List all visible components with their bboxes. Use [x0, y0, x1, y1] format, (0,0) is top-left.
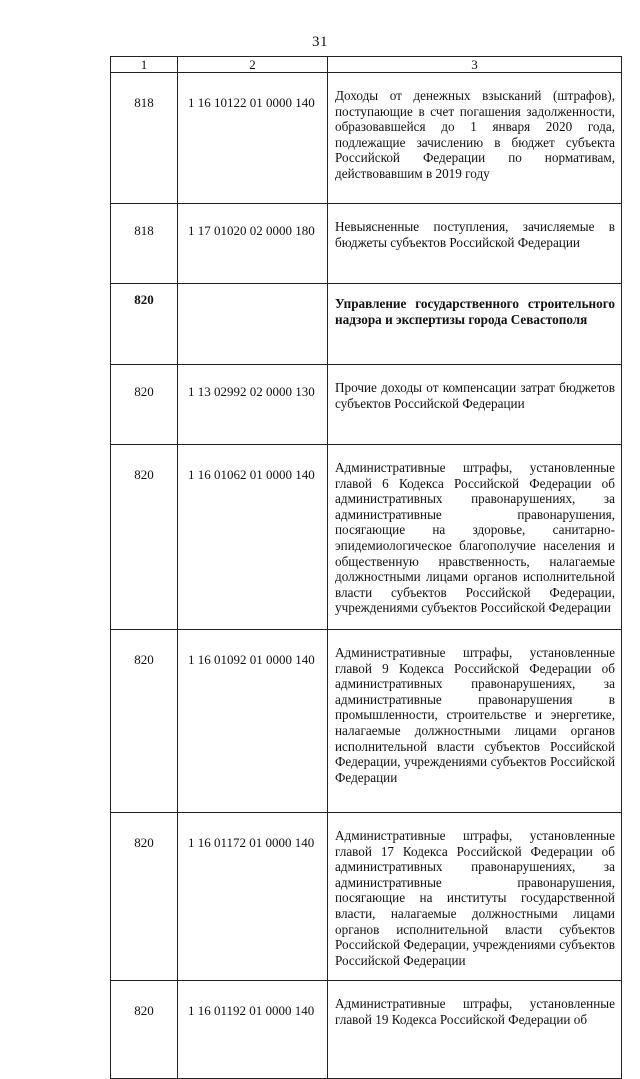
revenue-classification-code: 1 16 10122 01 0000 140	[178, 73, 328, 204]
administrator-code: 820	[111, 365, 178, 445]
revenue-classification-code: 1 16 01062 01 0000 140	[178, 445, 328, 630]
table-row	[111, 204, 622, 284]
administrator-code: 820	[111, 813, 178, 981]
table-row	[111, 73, 622, 204]
column-header-1: 1	[111, 57, 178, 73]
revenue-classification-code: 1 13 02992 02 0000 130	[178, 365, 328, 445]
table-row-section-heading	[111, 284, 622, 365]
column-header-2: 2	[178, 57, 328, 73]
administrator-code: 820	[111, 445, 178, 630]
column-header-3: 3	[328, 57, 622, 73]
table-row	[111, 813, 622, 981]
revenue-description: Невыясненные поступления, зачисляемые в бюджеты субъектов Российской Федерации	[328, 204, 622, 284]
administrator-code: 820	[111, 284, 178, 365]
revenue-description: Административные штрафы, установленные главой 19 Кодекса Российской Федерации об	[328, 981, 622, 1079]
administrator-code: 820	[111, 630, 178, 813]
administrator-code: 818	[111, 73, 178, 204]
table-row	[111, 981, 622, 1079]
revenue-description: Административные штрафы, установленные главой 17 Кодекса Российской Федерации об административных правонарушениях, за административные правонарушения, посягающие на институты государственной власти, налагаемые должностными лицами органов исполнительной власти субъектов Российской Федерации, учреждениями субъектов Российской Федерации	[328, 813, 622, 981]
revenue-description: Прочие доходы от компенсации затрат бюджетов субъектов Российской Федерации	[328, 365, 622, 445]
revenue-classification-code: 1 16 01192 01 0000 140	[178, 981, 328, 1079]
administrator-name: Управление государственного строительного надзора и экспертизы города Севастополя	[328, 284, 622, 365]
administrator-code: 820	[111, 981, 178, 1079]
table-row	[111, 630, 622, 813]
revenue-description: Доходы от денежных взысканий (штрафов), поступающие в счет погашения задолженности, образовавшейся до 1 января 2020 года, подлежащие зачислению в бюджет субъекта Российской Федерации по нормативам, действовавшим в 2019 году	[328, 73, 622, 204]
table-row	[111, 445, 622, 630]
revenue-codes-table	[110, 56, 622, 1079]
administrator-code: 818	[111, 204, 178, 284]
revenue-description: Административные штрафы, установленные главой 6 Кодекса Российской Федерации об административных правонарушениях, за административные правонарушения, посягающие на здоровье, санитарно-эпидемиологическое благополучие населения и общественную нравственность, налагаемые должностными лицами органов исполнительной власти субъектов Российской Федерации, учреждениями субъектов Российской Федерации	[328, 445, 622, 630]
revenue-description: Административные штрафы, установленные главой 9 Кодекса Российской Федерации об административных правонарушениях, за административные правонарушения в промышленности, строительстве и энергетике, налагаемые должностными лицами органов исполнительной власти субъектов Российской Федерации, учреждениями субъектов Российской Федерации	[328, 630, 622, 813]
revenue-classification-code: 1 16 01172 01 0000 140	[178, 813, 328, 981]
revenue-classification-code: 1 16 01092 01 0000 140	[178, 630, 328, 813]
table-row	[111, 365, 622, 445]
table-header-row	[111, 57, 622, 73]
revenue-classification-code: 1 17 01020 02 0000 180	[178, 204, 328, 284]
revenue-classification-code	[178, 284, 328, 365]
page-number: 31	[312, 34, 328, 50]
